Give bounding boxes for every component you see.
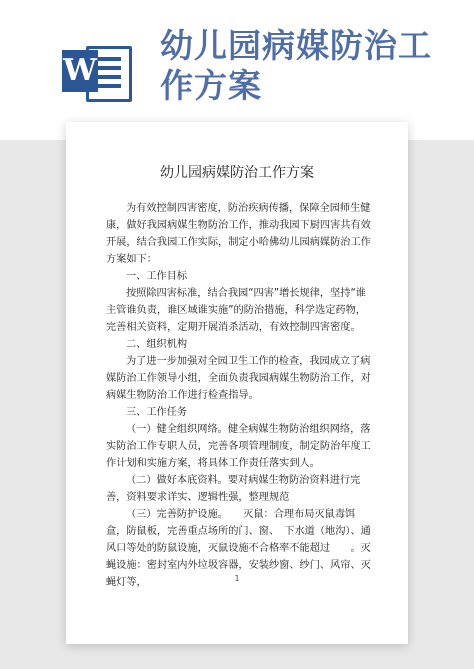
paragraph-organization: 为了进一步加强对全园卫生工作的检查，我园成立了病媒防治工作领导小组，全面负责我园病媒生物防治工作，对病媒生物防治工作进行检查指导。	[106, 356, 371, 401]
header-banner	[0, 0, 474, 140]
section-heading-goals: 一、工作目标	[126, 271, 188, 282]
paragraph-task-1: （一）健全组织网络。健全病媒生物防治组织网络，落实防治工作专职人员，完善各项管理制度，制定防治年度工作计划和实施方案，将具体工作责任落实到人。	[106, 424, 371, 469]
paragraph-task-2: （二）做好本底资料。要对病媒生物防治资料进行完善，资料要求详实、逻辑性强，整理规范	[106, 475, 361, 503]
page-number: 1	[234, 574, 240, 583]
section-heading-tasks: 三、工作任务	[126, 407, 188, 418]
document-page	[66, 122, 408, 644]
paragraph-intro: 为有效控制四害密度，防治疾病传播，保障全园师生健康，做好我园病媒生物防治工作，推动我园下厨四害共有效开展，结合我园工作实际，制定小哈佛幼儿园病媒防治工作方案如下：	[106, 203, 371, 265]
page-title: 幼儿园病媒防治工作方案	[160, 26, 432, 105]
word-document-icon	[62, 38, 128, 104]
section-heading-organization: 二、组织机构	[126, 339, 188, 350]
document-title: 幼儿园病媒防治工作方案	[160, 165, 314, 181]
paragraph-goals: 按照除四害标准，结合我园“四害”增长规律，坚持“谁主管谁负责，谁区域谁实施”的防治措施，科学选定药物，完善相关资料，定期开展消杀活动，有效控制四害密度。	[106, 288, 366, 333]
document-body	[106, 200, 372, 591]
paragraph-task-3: （三）完善防护设施。 灭鼠：合理布局灭鼠毒饵盒，防鼠板，完善重点场所的门、窗、 下水道（地沟）、通风口等处的防鼠设施，灭鼠设施不合格率不能超过 。灭蝇设施：密封室内外垃圾容器，安装纱窗、纱门、风帘、灭蝇灯等，	[106, 509, 371, 588]
word-letter-badge: W	[62, 50, 98, 92]
